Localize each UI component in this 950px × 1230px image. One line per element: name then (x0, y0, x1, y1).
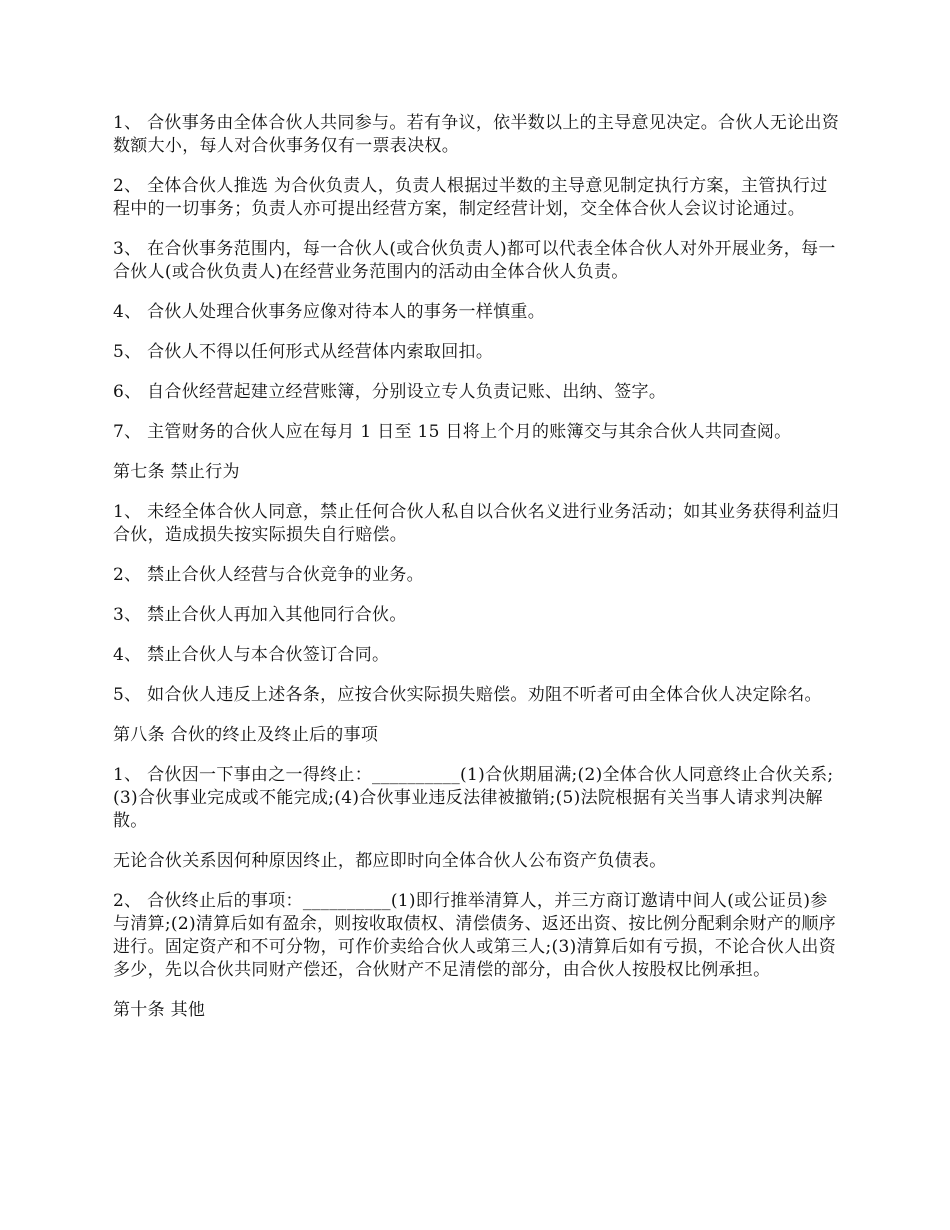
paragraph-6-6: 6、 自合伙经营起建立经营账簿，分别设立专人负责记账、出纳、签字。 (113, 382, 667, 402)
document-body (113, 112, 840, 1039)
paragraph-6-7: 7、 主管财务的合伙人应在每月 1 日至 15 日将上个月的账簿交与其余合伙人共同查阅。 (113, 422, 792, 442)
paragraph-7-3: 3、 禁止合伙人再加入其他同行合伙。 (113, 605, 407, 625)
paragraph-6-3: 3、 在合伙事务范围内，每一合伙人(或合伙负责人)都可以代表全体合伙人对外开展业务，每一合伙人(或合伙负责人)在经营业务范围内的活动由全体合伙人负责。 (113, 239, 836, 282)
paragraph-7-5: 5、 如合伙人违反上述各条，应按合伙实际损失赔偿。劝阻不听者可由全体合伙人决定除名。 (113, 685, 822, 705)
paragraph-8-2: 2、 合伙终止后的事项：__________(1)即行推举清算人，并三方商订邀请中间人(或公证员)参与清算;(2)清算后如有盈余，则按收取债权、清偿债务、返还出资、按比例分配剩余财产的顺序进行。固定资产和不可分物，可作价卖给合伙人或第三人;(3)清算后如有亏损，不论合伙人出资多少，先以合伙共同财产偿还，合伙财产不足清偿的部分，由合伙人按股权比例承担。 (113, 891, 837, 980)
paragraph-6-5: 5、 合伙人不得以任何形式从经营体内索取回扣。 (113, 342, 494, 362)
paragraph-7-2: 2、 禁止合伙人经营与合伙竞争的业务。 (113, 565, 424, 585)
section-heading-article-7: 第七条 禁止行为 (113, 462, 240, 482)
paragraph-8-1: 1、 合伙因一下事由之一得终止：__________(1)合伙期届满;(2)全体合伙人同意终止合伙关系;(3)合伙事业完成或不能完成;(4)合伙事业违反法律被撤销;(5)法院根据有关当事人请求判决解散。 (113, 765, 834, 831)
paragraph-8-note: 无论合伙关系因何种原因终止，都应即时向全体合伙人公布资产负债表。 (113, 851, 667, 871)
paragraph-7-4: 4、 禁止合伙人与本合伙签订合同。 (113, 645, 390, 665)
paragraph-6-2: 2、 全体合伙人推选 为合伙负责人，负责人根据过半数的主导意见制定执行方案，主管执行过程中的一切事务；负责人亦可提出经营方案，制定经营计划，交全体合伙人会议讨论通过。 (113, 176, 828, 219)
section-heading-article-8: 第八条 合伙的终止及终止后的事项 (113, 725, 379, 745)
paragraph-6-4: 4、 合伙人处理合伙事务应像对待本人的事务一样慎重。 (113, 302, 546, 322)
paragraph-7-1: 1、 未经全体合伙人同意，禁止任何合伙人私自以合伙名义进行业务活动；如其业务获得利益归合伙，造成损失按实际损失自行赔偿。 (113, 502, 840, 545)
section-heading-article-10: 第十条 其他 (113, 1000, 206, 1020)
paragraph-6-1: 1、 合伙事务由全体合伙人共同参与。若有争议，依半数以上的主导意见决定。合伙人无论出资数额大小，每人对合伙事务仅有一票表决权。 (113, 113, 840, 156)
